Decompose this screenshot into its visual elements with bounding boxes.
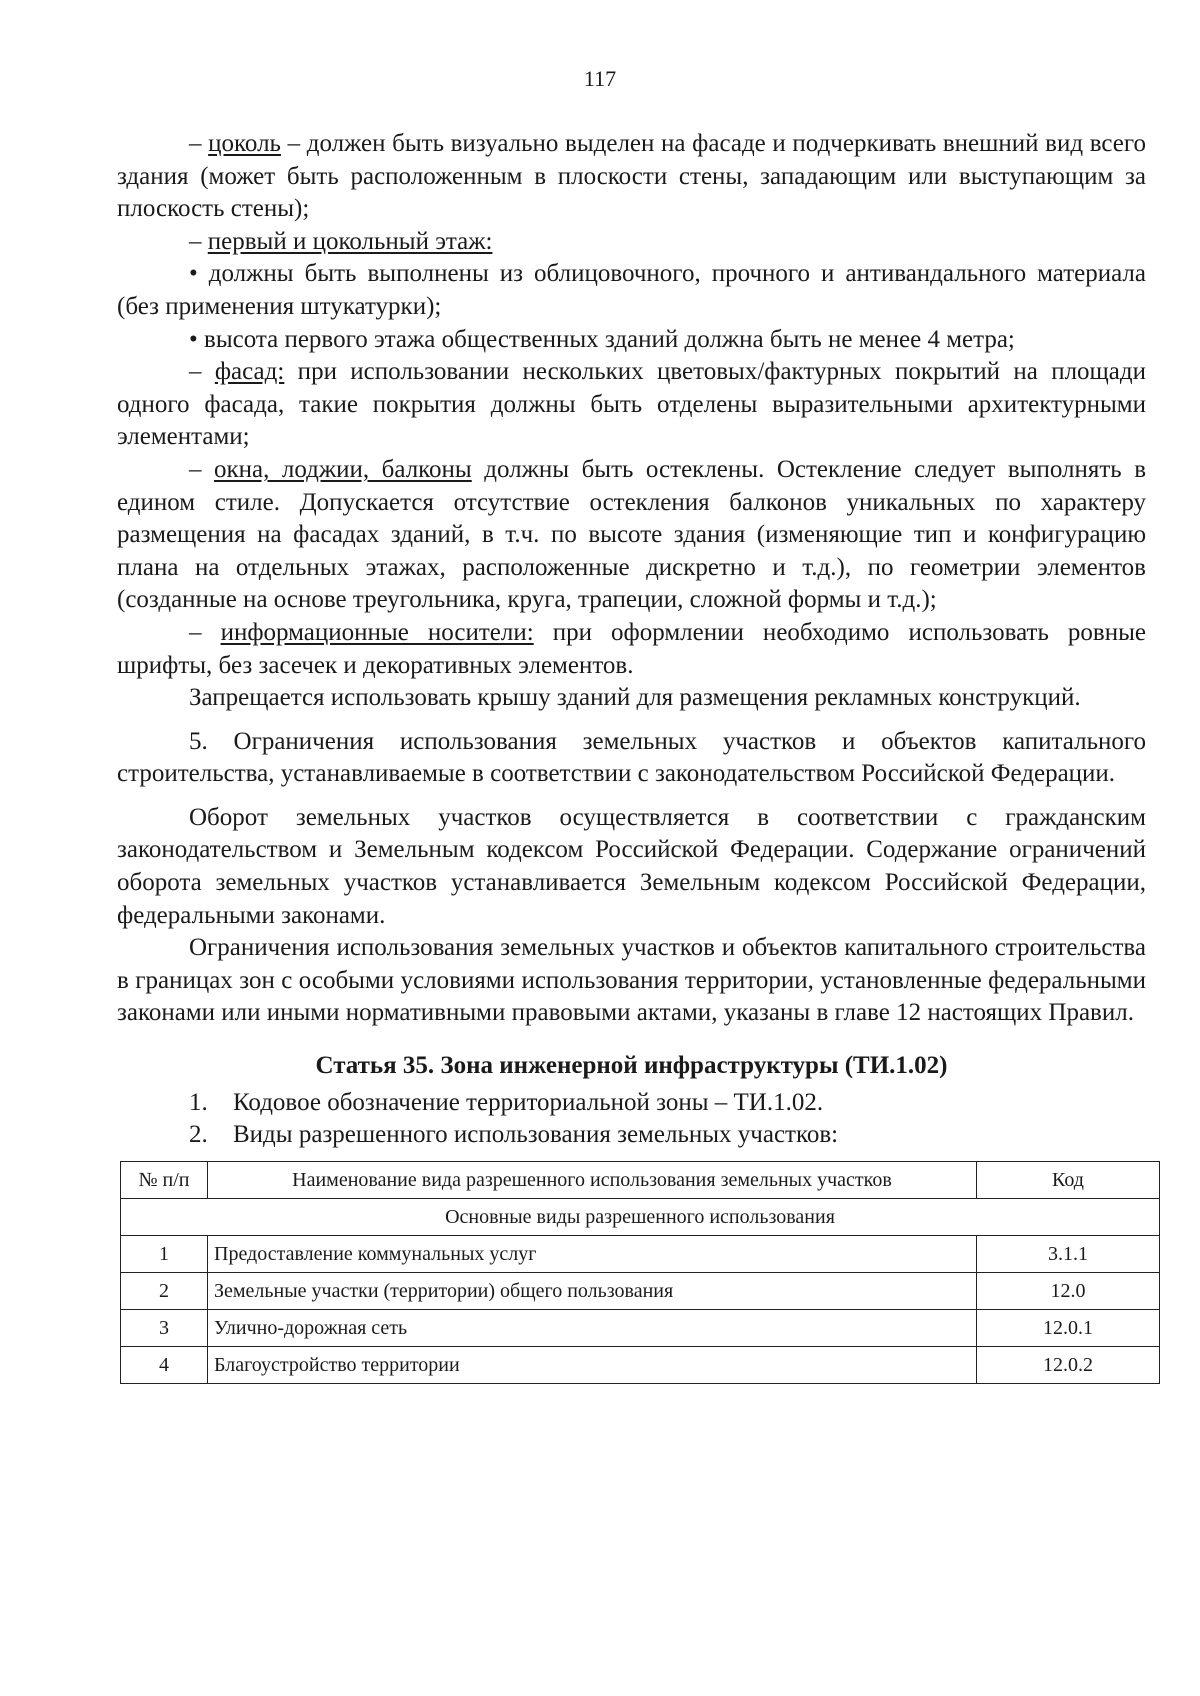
dash: –	[189, 455, 215, 483]
row-number: 2	[121, 1272, 208, 1309]
item-text: Виды разрешенного использования земельных участков:	[233, 1121, 839, 1149]
bullet-item-material	[117, 258, 1146, 323]
table-header-row	[121, 1161, 1160, 1198]
term-info-carriers: информационные носители:	[220, 618, 534, 646]
row-number: 4	[121, 1346, 208, 1383]
text-info-carriers: при оформлении необходимо использовать ровные шрифты, без засечек и декоративных элементов.	[117, 618, 1146, 679]
text-height: высота первого этажа общественных зданий должна быть не менее 4 метра;	[197, 325, 1015, 353]
paragraph-turnover: Оборот земельных участков осуществляется в соответствии с гражданским законодательством и Земельным кодексом Российской Федерации. Содержание ограничений оборота земельных участков устанавливается Земельным кодексом Российской Федерации, федеральными законами.	[117, 803, 1146, 929]
paragraph-restrictions: Ограничения использования земельных участков и объектов капитального строительства в границах зон с особыми условиями использования территории, установленные федеральными законами или иными нормативными правовыми актами, указаны в главе 12 настоящих Правил.	[117, 934, 1146, 1027]
section-title: Основные виды разрешенного использования	[121, 1198, 1160, 1235]
dash: –	[189, 130, 209, 157]
table-row	[121, 1272, 1160, 1309]
article-item-2	[117, 1119, 1146, 1152]
row-code: 3.1.1	[977, 1235, 1160, 1272]
row-name: Земельные участки (территории) общего пользования	[208, 1272, 977, 1309]
bullet-icon: •	[189, 260, 198, 288]
dash: –	[189, 358, 215, 386]
text-facade: при использовании нескольких цветовых/фактурных покрытий на площади одного фасада, такие покрытия должны быть отделены выразительными архитектурными элементами;	[117, 358, 1146, 451]
text-windows: должны быть остеклены. Остекление следует выполнять в едином стиле. Допускается отсутствие остекления балконов уникальных по характеру размещения на фасадах зданий, в т.ч. по высоте здания (изменяющие тип и конфигурацию плана на отдельных этажах, расположенные дискретно и т.д.), по геометрии элементов (созданные на основе треугольника, круга, трапеции, сложной формы и т.д.);	[117, 455, 1146, 614]
row-name: Благоустройство территории	[208, 1346, 977, 1383]
paragraph-roof: Запрещается использовать крышу зданий для размещения рекламных конструкций.	[189, 684, 1081, 712]
item-number: 2.	[189, 1121, 208, 1149]
table-row	[121, 1346, 1160, 1383]
list-item-first-floor	[117, 226, 1146, 259]
land-use-table	[120, 1161, 1160, 1384]
text-material: должны быть выполнены из облицовочного, прочного и антивандального материала (без применения штукатурки);	[117, 260, 1146, 320]
bullet-icon: •	[189, 325, 198, 353]
row-name: Предоставление коммунальных услуг	[208, 1235, 977, 1272]
header-code: Код	[977, 1161, 1160, 1198]
item-number: 1.	[189, 1088, 208, 1116]
row-code: 12.0	[977, 1272, 1160, 1309]
row-code: 12.0.1	[977, 1309, 1160, 1346]
term-first-floor: первый и цокольный этаж:	[207, 227, 493, 255]
row-number: 3	[121, 1309, 208, 1346]
table-row	[121, 1309, 1160, 1346]
list-item-info-carriers	[117, 617, 1146, 682]
header-number: № п/п	[121, 1161, 208, 1198]
table-section-row	[121, 1198, 1160, 1235]
row-code: 12.0.2	[977, 1346, 1160, 1383]
term-windows: окна, лоджии, балконы	[214, 455, 472, 483]
header-name: Наименование вида разрешенного использования земельных участков	[208, 1161, 977, 1198]
paragraph-item-5: 5. Ограничения использования земельных участков и объектов капитального строительства, устанавливаемые в соответствии с законодательством Российской Федерации.	[117, 727, 1146, 788]
page-number: 117	[583, 66, 617, 91]
text-plinth: – должен быть визуально выделен на фасаде и подчеркивать внешний вид всего здания (может быть расположенным в плоскости стены, западающим или выступающим за плоскость стены);	[117, 130, 1146, 223]
row-number: 1	[121, 1235, 208, 1272]
article-title: Статья 35. Зона инженерной инфраструктуры (ТИ.1.02)	[315, 1052, 948, 1080]
list-item-facade	[117, 356, 1146, 454]
list-item-plinth	[117, 128, 1146, 226]
article-item-1	[117, 1087, 1146, 1120]
row-name: Улично-дорожная сеть	[208, 1309, 977, 1346]
table-row	[121, 1235, 1160, 1272]
bullet-item-height	[117, 324, 1146, 357]
item-text: Кодовое обозначение территориальной зоны – ТИ.1.02.	[233, 1088, 824, 1116]
list-item-windows	[117, 454, 1146, 617]
term-plinth: цоколь	[208, 130, 281, 157]
dash: –	[189, 227, 208, 255]
term-facade: фасад:	[214, 358, 285, 386]
document-body	[117, 128, 1146, 1384]
dash: –	[189, 618, 221, 646]
